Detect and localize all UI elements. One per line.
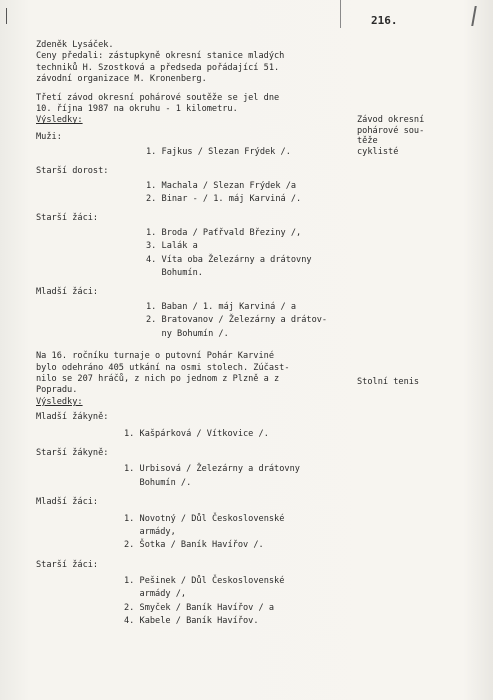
result-line: 1. Broda / Paťřvald Březiny /, (146, 228, 302, 239)
result-line: 1. Baban / 1. máj Karviná / a (146, 302, 297, 313)
text-line: techniků H. Szostková a předseda pořádající 51. (36, 62, 280, 73)
side-note-table-tennis (357, 377, 419, 388)
category-heading: Muži: (36, 131, 62, 142)
side-note-line: pohárové sou- (357, 125, 425, 136)
result-line: ny Bohumín /. (146, 328, 229, 339)
text-line: Ceny předali: zástupkyně okresní stanice mladých (36, 51, 285, 62)
category-heading: Mladší žáci: (36, 497, 99, 508)
margin-mark (6, 8, 7, 24)
side-notes-column (357, 115, 477, 387)
spacer (36, 630, 356, 636)
category-heading: Starší žáci: (36, 559, 99, 570)
result-line: 2. Binar - / 1. máj Karviná /. (146, 194, 302, 205)
text-line: 10. října 1987 na okruhu - 1 kilometru. (36, 103, 238, 114)
side-note-line: cyklisté (357, 146, 399, 157)
result-line: 2. Šotka / Baník Havířov /. (124, 540, 264, 551)
result-line: 1. Urbisová / Železárny a drátovny (124, 464, 300, 475)
result-line: Bohumín /. (124, 477, 192, 488)
result-line: 1. Pešinek / Důl Československé (124, 576, 285, 587)
result-line: Bohumín. (146, 268, 203, 279)
text-line: Třetí závod okresní pohárové soutěže se jel dne (36, 92, 280, 103)
side-note-line: těže (357, 136, 378, 147)
corner-pencil-mark (471, 6, 485, 26)
category-heading: Starší žákyně: (36, 447, 109, 458)
side-note-line: Závod okresní (357, 115, 425, 125)
spacer (36, 86, 356, 93)
category-heading: Mladší žáci: (36, 286, 99, 297)
result-line: 4. Víta oba Železárny a drátovny (146, 254, 312, 265)
text-line: Zdeněk Lysáček. (36, 40, 114, 50)
page-number: 216. (371, 14, 398, 27)
text-line: bylo odehráno 405 utkání na osmi stolech. Zúčast- (36, 362, 290, 373)
text-line: Na 16. ročníku turnaje o putovní Pohár Karviné (36, 351, 274, 362)
side-note-line: Stolní tenis (357, 377, 420, 387)
text-line: závodní organizace M. Kronenberg. (36, 74, 207, 85)
result-line: armády /, (124, 589, 187, 600)
text-line: nilo se 207 hráčů, z nich po jednom z Plzně a z (36, 373, 280, 384)
top-margin-rule (340, 0, 341, 28)
result-line: 1. Machala / Slezan Frýdek /a (146, 180, 297, 191)
result-line: 1. Fajkus / Slezan Frýdek /. (146, 147, 291, 158)
main-text-column (36, 40, 356, 636)
result-line: 4. Kabele / Baník Havířov. (124, 616, 259, 627)
category-heading: Mladší žákyně: (36, 412, 109, 423)
result-line: 2. Smyček / Baník Havířov / a (124, 602, 275, 613)
results-heading: Výsledky: (36, 396, 83, 407)
results-heading: Výsledky: (36, 115, 83, 126)
category-heading: Starší dorost: (36, 165, 109, 176)
result-line: 1. Kašpárková / Vítkovice /. (124, 428, 269, 439)
side-note-cycling (357, 115, 424, 157)
category-heading: Starší žáci: (36, 212, 99, 223)
result-line: 2. Bratovanov / Železárny a drátov- (146, 315, 328, 326)
result-line: 1. Novotný / Důl Československé (124, 513, 285, 524)
result-line: armády, (124, 526, 176, 537)
text-line: Popradu. (36, 385, 78, 396)
result-line: 3. Lalák a (146, 241, 198, 252)
